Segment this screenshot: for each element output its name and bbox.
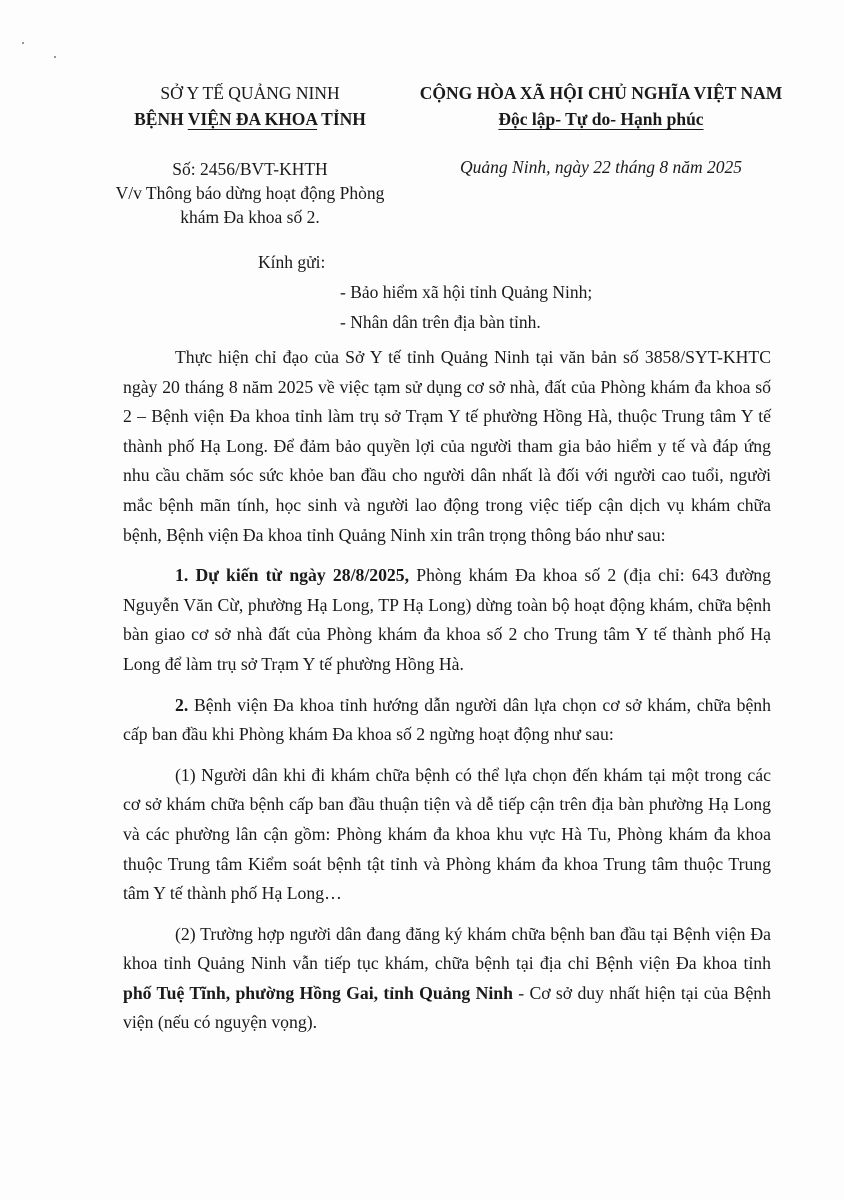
item-1-lead: 1. Dự kiến từ ngày 28/8/2025, [175,565,410,586]
document-reference [90,157,410,229]
intro-paragraph: Thực hiện chỉ đạo của Sở Y tế tỉnh Quảng Ninh tại văn bản số 3858/SYT-KHTC ngày 20 tháng 8 năm 2025 về việc tạm sử dụng cơ sở nhà, đất của Phòng khám đa khoa số 2 – Bệnh viện Đa khoa tỉnh làm trụ sở Trạm Y tế phường Hồng Hà, thuộc Trung tâm Y tế thành phố Hạ Long. Để đảm bảo quyền lợi của người tham gia bảo hiểm y tế và đáp ứng nhu cầu chăm sóc sức khỏe ban đầu cho người dân nhất là đối với người cao tuổi, người mắc bệnh mãn tính, học sinh và người lao động trong việc tiếp cận dịch vụ khám chữa bệnh, Bệnh viện Đa khoa tỉnh Quảng Ninh xin trân trọng thông báo như sau: [123,347,771,545]
item-2-lead: 2. [175,694,189,715]
document-subject-line: khám Đa khoa số 2. [180,207,320,227]
motto-wrapper [402,106,800,132]
document-date: Quảng Ninh, ngày 22 tháng 8 năm 2025 [460,157,742,177]
agency-name-part: BỆNH [134,109,188,129]
recipient-item: - Nhân dân trên địa bàn tỉnh. [340,312,541,332]
item-2-paragraph [123,691,771,750]
motto: Độc lập- Tự do- Hạnh phúc [498,109,704,129]
document-body [123,343,771,1049]
item-1-text: Phòng khám Đa khoa số 2 (địa chỉ: 643 đường Nguyễn Văn Cừ, phường Hạ Long, TP Hạ Long) dừng toàn bộ hoạt động khám, chữa bệnh bàn giao cơ sở nhà đất của Phòng khám đa khoa số 2 cho Trung tâm Y tế thành phố Hạ Long để làm trụ sở Trạm Y tế phường Hồng Hà. [123,565,771,674]
scan-speck [22,42,24,44]
agency-name-part: TỈNH [317,109,366,129]
recipient-item: - Bảo hiểm xã hội tỉnh Quảng Ninh; [340,282,593,302]
agency-parent: SỞ Y TẾ QUẢNG NINH [160,83,340,103]
agency-name-underlined: VIỆN ĐA KHOA [187,109,318,129]
agency-name [90,106,410,132]
item-1-paragraph [123,561,771,679]
sub-item-2-text-end: - Cơ sở duy nhất hiện tại của Bệnh viện (nếu có nguyện vọng). [123,982,771,1033]
recipients-label: Kính gửi: [258,252,326,272]
scan-speck [54,56,56,58]
item-2-text: Bệnh viện Đa khoa tỉnh hướng dẫn người dân lựa chọn cơ sở khám, chữa bệnh cấp ban đầu khi Phòng khám Đa khoa số 2 ngừng hoạt động như sau: [123,694,771,745]
document-number: Số: 2456/BVT-KHTH [172,159,328,179]
sub-item-2-paragraph [123,920,771,1038]
sub-item-2-text: (2) Trường hợp người dân đang đăng ký khám chữa bệnh ban đầu tại Bệnh viện Đa khoa tỉnh Quảng Ninh vẫn tiếp tục khám, chữa bệnh tại địa chỉ Bệnh viện Đa khoa tỉnh [123,923,771,974]
national-motto [402,80,800,132]
recipients [258,247,592,337]
sub-item-1-paragraph: (1) Người dân khi đi khám chữa bệnh có thể lựa chọn đến khám tại một trong các cơ sở khám chữa bệnh cấp ban đầu thuận tiện và dễ tiếp cận trên địa bàn phường Hạ Long và các phường lân cận gồm: Phòng khám đa khoa khu vực Hà Tu, Phòng khám đa khoa thuộc Trung tâm Kiểm soát bệnh tật tỉnh và Phòng khám đa khoa Trung tâm thuộc Trung tâm Y tế thành phố Hạ Long… [123,764,771,904]
document-subject-line: V/v Thông báo dừng hoạt động Phòng [115,183,385,203]
issuing-agency [90,80,410,132]
sub-item-2-address: phố Tuệ Tĩnh, phường Hồng Gai, tỉnh Quảng Ninh [123,982,513,1003]
country-name: CỘNG HÒA XÃ HỘI CHỦ NGHĨA VIỆT NAM [419,83,783,103]
